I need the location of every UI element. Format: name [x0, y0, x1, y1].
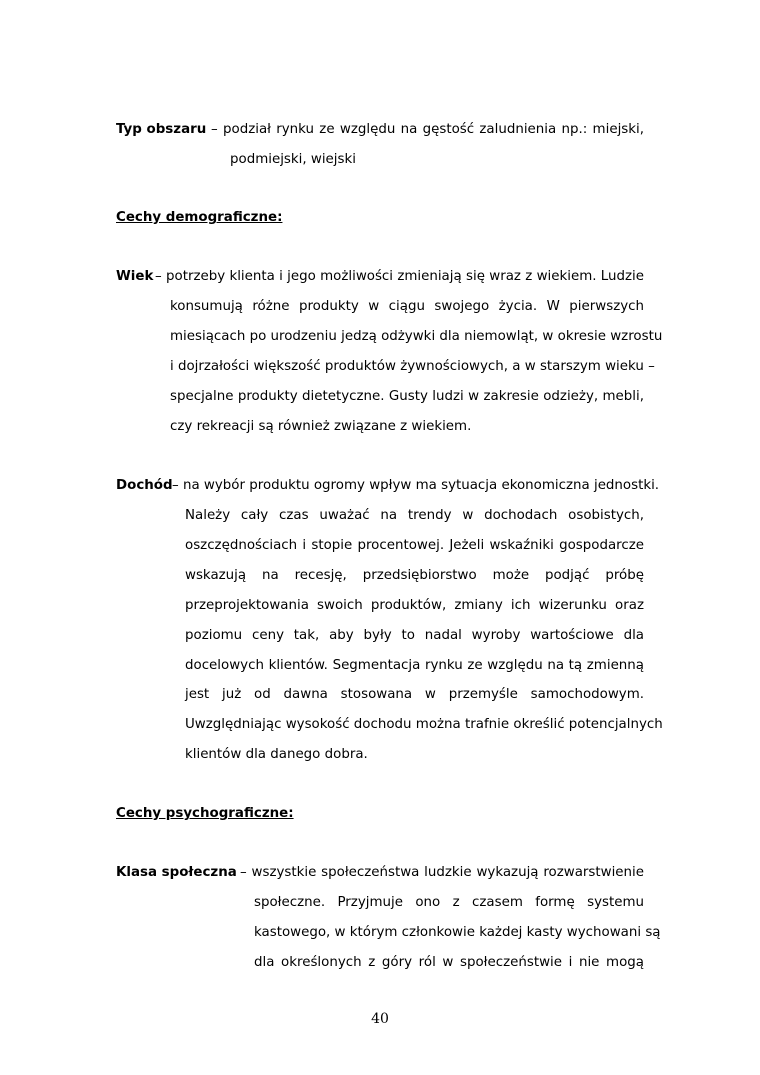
wiek-term: Wiek — [116, 269, 154, 284]
dochod-term: Dochód — [116, 478, 173, 493]
klasa-spoleczna-term: Klasa społeczna — [116, 865, 237, 880]
dochod-line: Uwzględniając wysokość dochodu można trafnie określić potencjalnych — [185, 717, 663, 732]
dochod-line: – na wybór produktu ogromy wpływ ma sytuacja ekonomiczna jednostki. — [172, 478, 660, 493]
typ-obszaru-term: Typ obszaru — [116, 122, 207, 137]
typ-obszaru-line: podmiejski, wiejski — [230, 152, 356, 167]
wiek-line: czy rekreacji są również związane z wiekiem. — [170, 419, 472, 434]
dochod-line: docelowych klientów. Segmentacja rynku ze względu na tą zmienną — [185, 658, 644, 673]
wiek-line: konsumują różne produkty w ciągu swojego życia. W pierwszych — [170, 299, 644, 314]
dochod-line: poziomu ceny tak, aby były to nadal wyroby wartościowe dla — [185, 628, 644, 643]
dochod-line: wskazują na recesję, przedsiębiorstwo może podjąć próbę — [185, 568, 644, 583]
wiek-line: specjalne produkty dietetyczne. Gusty ludzi w zakresie odzieży, mebli, — [170, 389, 644, 404]
section-heading-psychograficzne: Cechy psychograficzne: — [116, 806, 294, 821]
wiek-line: miesiącach po urodzeniu jedzą odżywki dla niemowląt, w okresie wzrostu — [170, 329, 663, 344]
dochod-line: przeprojektowania swoich produktów, zmiany ich wizerunku oraz — [185, 598, 644, 613]
klasa-line: społeczne. Przyjmuje ono z czasem formę systemu — [254, 895, 644, 910]
page-number: 40 — [371, 1011, 389, 1027]
wiek-line: i dojrzałości większość produktów żywnościowych, a w starszym wieku – — [170, 359, 655, 374]
dochod-line: jest już od dawna stosowana w przemyśle samochodowym. — [185, 687, 644, 702]
klasa-line: kastowego, w którym członkowie każdej kasty wychowani są — [254, 925, 661, 940]
typ-obszaru-line: – podział rynku ze względu na gęstość zaludnienia np.: miejski, — [211, 122, 644, 137]
section-heading-demograficzne: Cechy demograficzne: — [116, 210, 283, 225]
dochod-line: oszczędnościach i stopie procentowej. Jeżeli wskaźniki gospodarcze — [185, 538, 644, 553]
dochod-line: klientów dla danego dobra. — [185, 747, 368, 762]
klasa-line: dla określonych z góry ról w społeczeństwie i nie mogą — [254, 955, 644, 970]
wiek-line: – potrzeby klienta i jego możliwości zmieniają się wraz z wiekiem. Ludzie — [155, 269, 644, 284]
dochod-line: Należy cały czas uważać na trendy w dochodach osobistych, — [185, 508, 644, 523]
klasa-line: – wszystkie społeczeństwa ludzkie wykazują rozwarstwienie — [240, 865, 644, 880]
